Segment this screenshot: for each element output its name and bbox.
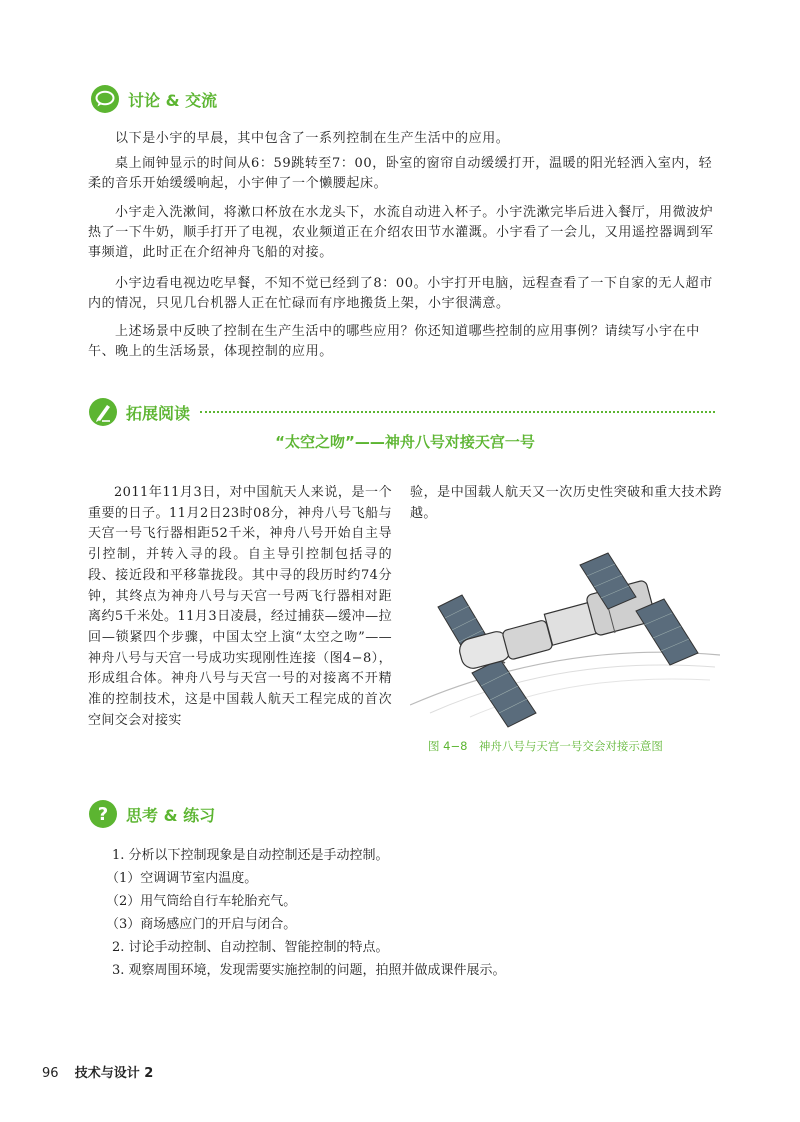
article-left-column: 2011年11月3日，对中国航天人来说，是一个重要的日子。11月2日23时08分，神舟八号飞船与天宫一号飞行器相距52千米，神舟八号开始自主导引控制，并转入寻的段。自主导引控制包括寻的段、接近段和平移靠拢段。其中寻的段历时约74分钟，其终点为神舟八号与天宫一号两飞行器相对距离约5千米处。11月3日凌晨，经过捕获—缓冲—拉回—锁紧四个步骤，中国太空上演“太空之吻”——神舟八号与天宫一号成功实现刚性连接（图4−8），形成组合体。神舟八号与天宫一号的对接离不开精准的控制技术，这是中国载人航天工程完成的首次空间交会对接实 [88,485,392,728]
discussion-title: 讨论 & 交流 [128,90,218,110]
reading-title: 拓展阅读 [126,403,191,423]
exercise-item-3: 3. 观察周围环境，发现需要实施控制的问题，拍照并做成课件展示。 [112,963,506,978]
exercise-item-1-3: （3）商场感应门的开启与闭合。 [106,917,297,932]
page-number: 96 [42,1066,59,1081]
speech-bubble-icon [90,84,120,114]
docking-illustration [410,545,720,735]
article-title: “太空之吻”——神舟八号对接天宫一号 [275,433,535,451]
discussion-heading [90,84,217,114]
reading-heading [88,397,190,427]
exercise-heading [88,799,215,829]
exercise-list [106,844,506,982]
discussion-paragraph-2: 桌上闹钟显示的时间从6：59跳转至7：00，卧室的窗帘自动缓缓打开，温暖的阳光轻洒入室内，轻柔的音乐开始缓缓响起，小宇伸了一个懒腰起床。 [88,156,713,191]
pen-icon [88,397,118,427]
page-footer [42,1062,153,1081]
exercise-title: 思考 & 练习 [126,805,216,825]
discussion-paragraph-5: 上述场景中反映了控制在生产生活中的哪些应用？你还知道哪些控制的应用事例？请续写小宇在中午、晚上的生活场景，体现控制的应用。 [88,324,700,359]
discussion-paragraph-1: 以下是小宇的早晨，其中包含了一系列控制在生产生活中的应用。 [115,131,510,146]
exercise-item-1-1: （1）空调调节室内温度。 [106,871,258,886]
exercise-item-1-2: （2）用气筒给自行车轮胎充气。 [106,894,297,909]
book-title: 技术与设计 2 [74,1066,154,1081]
discussion-paragraph-4: 小宇边看电视边吃早餐，不知不觉已经到了8：00。小宇打开电脑，远程查看了一下自家的无人超市内的情况，只见几台机器人正在忙碌而有序地搬货上架，小宇很满意。 [88,276,713,311]
article-right-column: 验，是中国载人航天又一次历史性突破和重大技术跨越。 [410,485,722,521]
svg-text:?: ? [97,804,109,825]
exercise-item-2: 2. 讨论手动控制、自动控制、智能控制的特点。 [112,940,389,955]
discussion-paragraph-3: 小宇走入洗漱间，将漱口杯放在水龙头下，水流自动进入杯子。小宇洗漱完毕后进入餐厅，用微波炉热了一下牛奶，顺手打开了电视，农业频道正在介绍农田节水灌溉。小宇看了一会儿，又用遥控器调到军事频道，此时正在介绍神舟飞船的对接。 [88,205,714,260]
dotted-divider [200,411,715,413]
exercise-item-1: 1. 分析以下控制现象是自动控制还是手动控制。 [112,848,389,863]
figure-caption: 图 4−8 神舟八号与天宫一号交会对接示意图 [428,739,663,753]
question-mark-icon [88,799,118,829]
